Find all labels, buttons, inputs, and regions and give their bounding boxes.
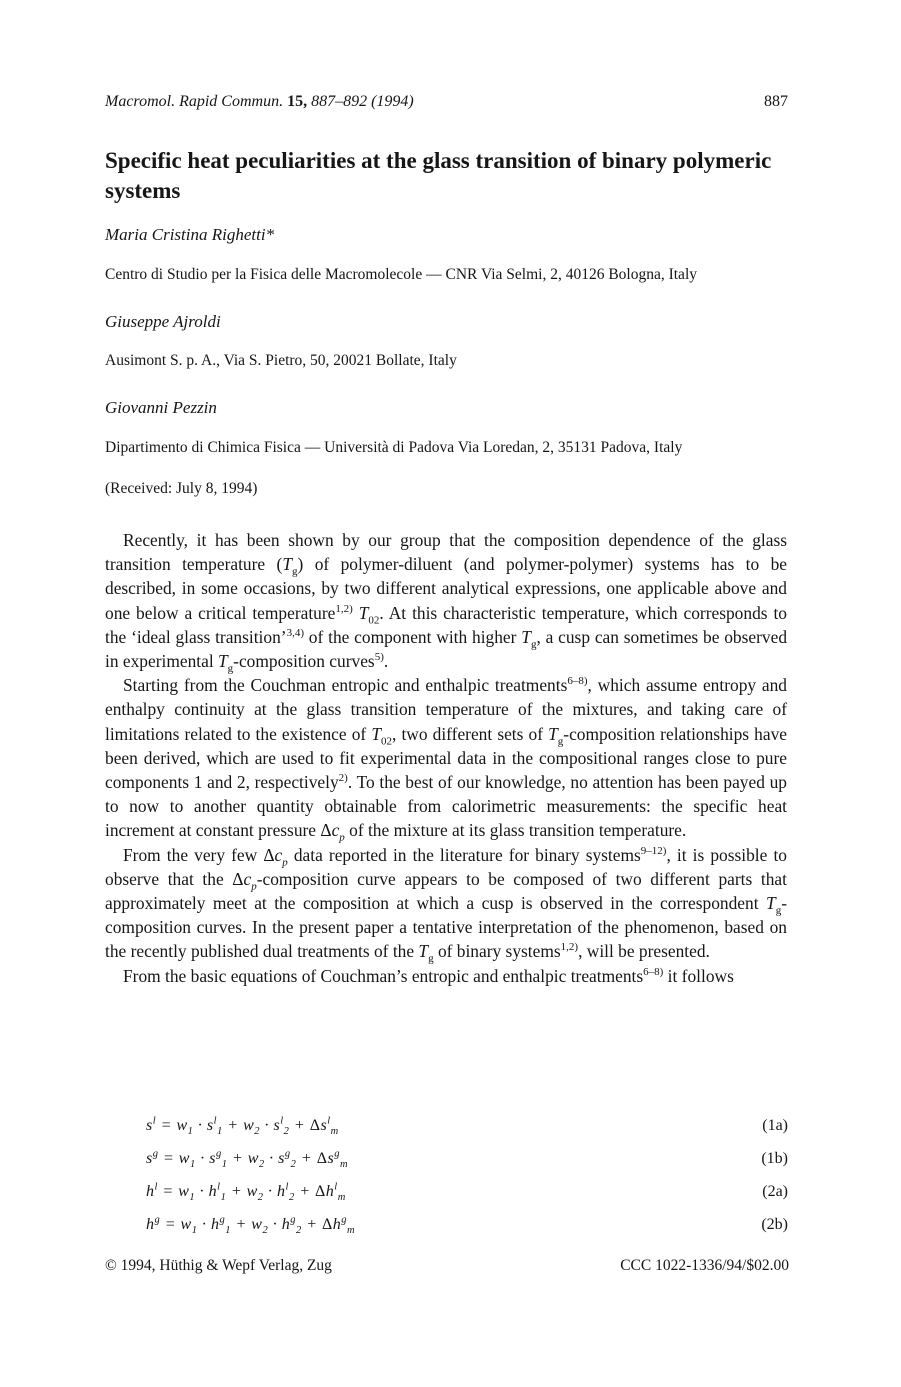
equation-label: (2b) [761, 1216, 788, 1233]
body-paragraph: From the very few $\Delta c_p$ data reported in the literature for binary systems$^{9-12)}$, it is possible to observe that the $\Delta c_p$-composition curve appears to be composed of two different parts that approximately meet at the composition at which a cusp is observed in the correspondent $T_g$-composition curves. In the present paper a tentative interpretation of the phenomenon, based on the recently published dual treatments of the $T_g$ of binary systems$^{1,2)}$, will be presented. [105, 844, 787, 965]
equation-label: (1a) [762, 1117, 788, 1134]
page-footer [105, 1257, 789, 1275]
author-name: Giuseppe Ajroldi [105, 312, 221, 331]
equation [146, 1150, 788, 1174]
body-paragraph: From the basic equations of Couchman’s entropic and enthalpic treatments$^{6-8)}$ it follows [123, 965, 734, 986]
equation-formula: $s^g = w_1 \cdot s^g_1 + w_2 \cdot s^g_2 + \Delta s^g_m$ [146, 1148, 349, 1171]
copyright-notice: © 1994, Hüthig & Wepf Verlag, Zug [105, 1257, 332, 1274]
equation-label: (2a) [762, 1183, 788, 1200]
page-number: 887 [764, 93, 788, 110]
body-paragraph: Starting from the Couchman entropic and enthalpic treatments$^{6-8)}$, which assume entropy and enthalpy continuity at the glass transition temperature of the mixtures, and taking care of limitations related to the existence of $T_{02}$, two different sets of $T_g$-composition relationships have been derived, which are used to fit experimental data in the compositional ranges close to pure components 1 and 2, respectively$^{2)}$. To the best of our knowledge, no attention has been payed up to now to another quantity obtainable from calorimetric measurements: the specific heat increment at constant pressure $\Delta c_p$ of the mixture at its glass transition temperature. [105, 675, 787, 844]
article-title: Specific heat peculiarities at the glass transition of binary polymeric systems [105, 148, 772, 203]
author-affiliation: Centro di Studio per la Fisica delle Macromolecole — CNR Via Selmi, 2, 40126 Bologna, Italy [105, 266, 697, 283]
equation-formula: $h^l = w_1 \cdot h^l_1 + w_2 \cdot h^l_2 + \Delta h^l_m$ [146, 1181, 346, 1204]
ccc-code: CCC 1022-1336/94/$02.00 [620, 1257, 789, 1274]
equation [146, 1183, 788, 1207]
equation [146, 1216, 788, 1240]
journal-citation: Macromol. Rapid Commun. 15, 887–892 (1994) [105, 93, 414, 110]
body-paragraph: Recently, it has been shown by our group that the composition dependence of the glass transition temperature $(T_g)$ of polymer-diluent (and polymer-polymer) systems has to be described, in some occasions, by two different analytical expressions, one applicable above and one below a critical temperature$^{1,2)}$ $T_{02}$. At this characteristic temperature, which corresponds to the ‘ideal glass transition’$^{3,4)}$ of the component with higher $T_g$, a cusp can sometimes be observed in experimental $T_g$-composition curves$^{5)}$. [105, 530, 788, 675]
received-date: (Received: July 8, 1994) [105, 480, 258, 497]
running-head [105, 93, 788, 111]
author-affiliation: Dipartimento di Chimica Fisica — Università di Padova Via Loredan, 2, 35131 Padova, Italy [105, 439, 683, 456]
equation-formula: $s^l = w_1 \cdot s^l_1 + w_2 \cdot s^l_2 + \Delta s^l_m$ [146, 1115, 339, 1138]
author-affiliation: Ausimont S. p. A., Via S. Pietro, 50, 20021 Bollate, Italy [105, 352, 457, 369]
article-body [105, 528, 787, 988]
equation-label: (1b) [761, 1150, 788, 1167]
author-name: Giovanni Pezzin [105, 398, 217, 417]
equation [146, 1117, 788, 1141]
equation-formula: $h^g = w_1 \cdot h^g_1 + w_2 \cdot h^g_2 + \Delta h^g_m$ [146, 1214, 356, 1237]
author-name: Maria Cristina Righetti* [105, 225, 275, 244]
